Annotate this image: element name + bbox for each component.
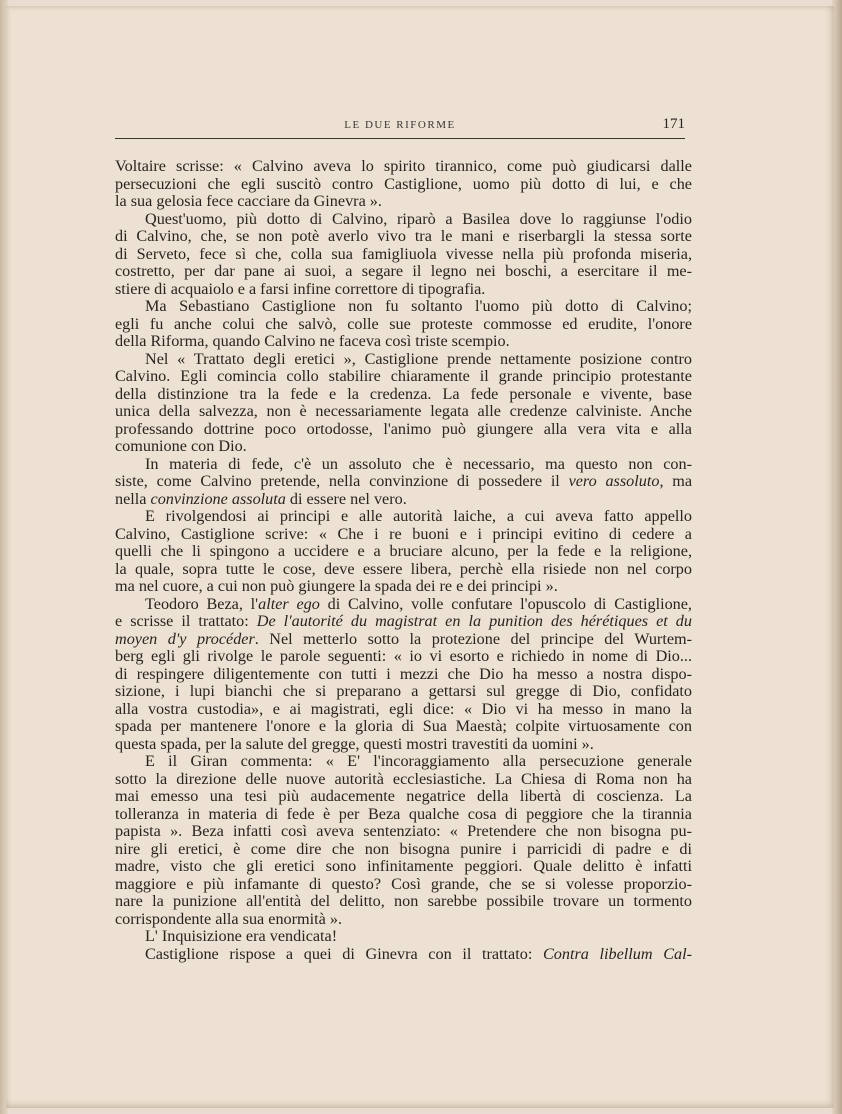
text-line [115,543,692,561]
text-line [115,298,692,316]
text-segment: costretto, per dar pane ai suoi, a segare il legno nei boschi, a esercitare il me- [115,262,692,280]
text-line [115,473,692,491]
page-number: 171 [662,116,685,132]
text-segment: di Serveto, fece sì che, colla sua famigliuola vivesse nella più profonda miseria, [115,244,692,263]
text-segment: nare la punizione all'entità del delitto, non sarebbe possibile trovare un tormento [115,892,692,910]
text-segment: , ma [659,472,693,490]
text-line [115,578,692,596]
text-line [115,893,692,911]
italic-text: vero assoluto [568,472,660,490]
italic-text: moyen d'y procéder [115,629,255,648]
text-line [115,158,692,176]
text-segment: corrispondente alla sua enormità ». [115,909,342,928]
text-line [115,263,692,281]
text-line [115,386,692,404]
text-line [115,788,692,806]
text-segment: siste, come Calvino pretende, nella convinzione di possedere il [115,472,569,490]
text-line [115,911,692,929]
text-line [115,211,692,229]
italic-text: De l'autorité du magistrat en la punition des hérétiques et du [256,612,692,630]
text-line [115,193,692,211]
text-line [115,596,692,614]
text-line [115,718,692,736]
text-segment: egli fu anche colui che salvò, colle sue proteste commosse ed erudite, l'onore [115,314,692,333]
text-segment: ma nel cuore, a cui non può giungere la spada dei re e dei principi ». [115,577,558,595]
italic-text: alter ego [258,594,320,613]
text-line [115,228,692,246]
text-line [115,648,692,666]
running-title: LE DUE RIFORME [344,119,456,131]
text-segment: della Riforma, quando Calvino ne faceva così triste scempio. [115,332,510,350]
text-segment: persecuzioni che egli suscitò contro Castiglione, uomo più dotto di lui, e che [115,174,692,193]
text-segment: la quale, sopra tutte le cose, deve essere libera, perchè ella risiede non nel corpo [115,559,692,578]
text-line [115,491,692,509]
text-segment: L' Inquisizione era vendicata! [145,927,338,945]
text-segment: di Calvino, che, se non potè averlo vivo tra le mani e riserbargli la stessa sorte [115,227,692,245]
italic-text: Contra libellum Cal- [542,944,692,963]
text-segment: unica della salvezza, non è necessariamente legata alle credenze calviniste. Anche [115,402,692,420]
text-line [115,613,692,631]
text-segment: tolleranza in materia di fede è per Beza qualche cosa di peggiore che la tirannia [115,804,692,823]
text-segment: madre, visto che gli eretici sono infinitamente peggiori. Quale delitto è infatti [115,857,692,875]
text-segment: E rivolgendosi ai principi e alle autorità laiche, a cui aveva fatto appello [145,507,692,525]
text-segment: della distinzione tra la fede e la credenza. La fede personale e vivente, base [115,384,692,403]
text-segment: professando dottrine poco ortodosse, l'animo può giungere alla vera vita e alla [115,419,692,438]
text-segment: sizione, i lupi bianchi che si preparano a gettarsi sul gregge di Dio, confidato [115,682,692,700]
text-segment: Calvino, Castiglione scrive: « Che i re buoni e i principi evitino di cedere a [115,524,692,543]
text-line [115,631,692,649]
text-line [115,823,692,841]
text-segment: di respingere diligentemente con tutti i mezzi che Dio ha messo a nostra dispo- [115,664,692,683]
text-segment: la sua gelosia fece cacciare da Ginevra ». [115,192,382,210]
text-line [115,281,692,299]
text-segment: Castiglione rispose a quei di Ginevra con il trattato: [145,944,543,963]
text-segment: comunione con Dio. [115,437,247,455]
text-segment: Ma Sebastiano Castiglione non fu soltanto l'uomo più dotto di Calvino; [145,297,692,315]
running-head [115,116,685,138]
text-segment: di Calvino, volle confutare l'opuscolo di Castiglione, [319,594,692,613]
text-line [115,753,692,771]
text-segment: nire gli eretici, è come dire che non bisogna punire i parricidi di padre e di [115,839,692,858]
text-line [115,946,692,964]
text-segment: Teodoro Beza, l' [145,594,259,613]
text-line [115,806,692,824]
text-segment: quelli che li spingono a uccidere e a bruciare alcuno, per la fede e la religione, [115,542,692,560]
text-line [115,403,692,421]
text-line [115,316,692,334]
text-segment: Voltaire scrisse: « Calvino aveva lo spirito tirannico, come può giudicarsi dalle [115,157,692,175]
text-line [115,771,692,789]
text-segment: sotto la direzione delle nuove autorità ecclesiastiche. La Chiesa di Roma non ha [115,769,692,788]
text-line [115,876,692,894]
italic-text: convinzione assoluta [150,489,286,508]
text-segment: Quest'uomo, più dotto di Calvino, riparò a Basilea dove lo raggiunse l'odio [145,209,692,228]
text-segment: papista ». Beza infatti così aveva sentenziato: « Pretendere che non bisogna pu- [115,822,692,840]
text-segment: Calvino. Egli comincia collo stabilire chiaramente il grande principio protestante [115,367,692,385]
header-rule [115,138,685,139]
text-line [115,351,692,369]
text-line [115,701,692,719]
text-line [115,736,692,754]
text-segment: di essere nel vero. [285,489,407,508]
text-segment: maggiore e più infamante di questo? Così grande, che se si volesse proporzio- [115,874,692,893]
text-segment: E il Giran commenta: « E' l'incoraggiamento alla persecuzione generale [145,752,692,770]
body-text [115,158,692,963]
text-segment: nella [115,489,151,508]
text-line [115,246,692,264]
text-line [115,526,692,544]
text-segment: e scrisse il trattato: [115,612,257,630]
text-segment: alla vostra custodia», e ai magistrati, egli dice: « Dio vi ha messo in mano la [115,699,692,718]
text-segment: questa spada, per la salute del gregge, questi mostri travestiti da uomini ». [115,734,594,753]
text-line [115,421,692,439]
text-line [115,841,692,859]
text-segment: stiere di acquaiolo e a farsi infine correttore di tipografia. [115,279,486,298]
text-segment: berg egli gli rivolge le parole seguenti: « io vi esorto e richiedo in nome di Dio... [115,647,692,665]
text-line [115,666,692,684]
text-segment: In materia di fede, c'è un assoluto che è necessario, ma questo non con- [145,454,692,473]
text-line [115,333,692,351]
text-line [115,456,692,474]
text-line [115,508,692,526]
text-line [115,368,692,386]
text-line [115,858,692,876]
text-line [115,683,692,701]
text-segment: . Nel metterlo sotto la protezione del principe del Wurtem- [254,629,692,648]
text-line [115,561,692,579]
text-line [115,928,692,946]
text-segment: spada per mantenere l'onore e la gloria di Sua Maestà; colpite virtuosamente con [115,717,692,735]
text-segment: mai emesso una tesi più audacemente negatrice della libertà di coscienza. La [115,787,692,805]
text-line [115,176,692,194]
text-line [115,438,692,456]
text-segment: Nel « Trattato degli eretici », Castiglione prende nettamente posizione contro [145,349,692,368]
